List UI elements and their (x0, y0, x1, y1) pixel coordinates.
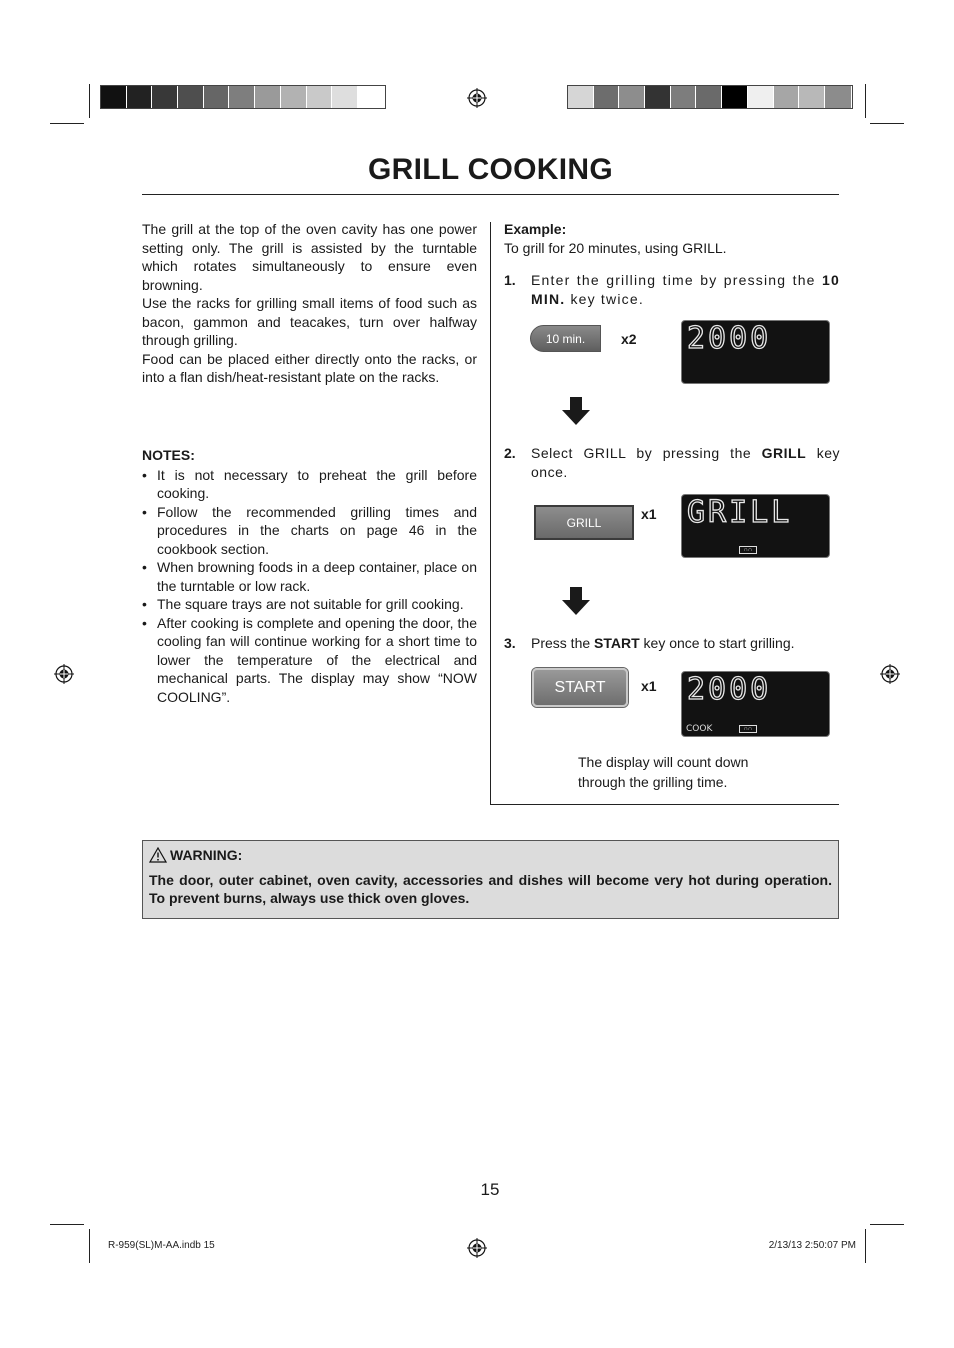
color-swatch (281, 86, 307, 108)
intro-paragraph: Use the racks for grilling small items of food such as bacon, gammon and teacakes, turn over halfway through grilling. (142, 295, 477, 348)
color-swatch (671, 86, 697, 108)
display-caption (578, 753, 748, 792)
crop-mark (865, 84, 866, 118)
color-swatch (594, 86, 620, 108)
press-count: x1 (641, 506, 657, 522)
press-count: x2 (621, 331, 637, 347)
title-divider (142, 194, 839, 195)
example-subtitle: To grill for 20 minutes, using GRILL. (504, 240, 727, 256)
step-text-post: key once. (531, 445, 840, 480)
caption-line: The display will count down (578, 754, 749, 770)
lcd-display (681, 494, 830, 558)
press-count: x1 (641, 678, 657, 694)
column-divider (490, 222, 491, 804)
color-swatch (358, 86, 384, 108)
color-swatch (229, 86, 255, 108)
crop-mark (870, 1224, 904, 1225)
intro-paragraph: The grill at the top of the oven cavity has one power setting only. The grill is assisted by the turntable which rotates simultaneously to ensure even browning. (142, 221, 477, 293)
step-text-pre: Select GRILL by pressing the (531, 445, 762, 461)
note-item: • The square trays are not suitable for grill cooking. (142, 595, 477, 614)
note-item: • After cooking is complete and opening the door, the cooling fan will continue working for a short time to lower the temperature of the electrical and mechanical parts. The display may show “NOW COOLING”. (142, 614, 477, 707)
crop-mark (865, 1229, 866, 1263)
color-swatch (332, 86, 358, 108)
color-swatch (722, 86, 748, 108)
color-swatch (568, 86, 594, 108)
step-number: 2. (504, 445, 516, 461)
intro-text (142, 220, 477, 387)
grill-key-button[interactable]: GRILL (534, 505, 634, 540)
color-swatch (255, 86, 281, 108)
step-text-pre: Press the (531, 635, 595, 651)
page-title: GRILL COOKING (367, 153, 613, 186)
step-text (531, 444, 840, 481)
slug-timestamp: 2/13/13 2:50:07 PM (768, 1240, 856, 1251)
step-text-post: key twice. (565, 290, 644, 307)
step-text-pre: Enter the grilling time by pressing the (531, 272, 823, 288)
warning-body: The door, outer cabinet, oven cavity, accessories and dishes will become very hot during operation. To prevent burns, always use thick oven gloves. (149, 871, 832, 906)
arrow-down-icon (562, 397, 590, 425)
page-number: 15 (480, 1180, 500, 1199)
color-calibration-bar-right (567, 85, 853, 109)
slug-filename: R-959(SL)M-AA.indb 15 (108, 1240, 215, 1251)
color-swatch (307, 86, 333, 108)
note-item: • Follow the recommended grilling times and procedures in the charts on page 46 in the cookbook section. (142, 503, 477, 559)
step-3 (504, 634, 840, 653)
registration-mark-icon (54, 664, 74, 684)
registration-mark-icon (467, 88, 487, 108)
start-key-button[interactable]: START (532, 668, 628, 707)
warning-heading-text: WARNING: (170, 847, 243, 863)
caption-line: through the grilling time. (578, 773, 728, 790)
lcd-display (681, 671, 830, 737)
column-bottom-rule (490, 804, 839, 805)
step-text-post: key once to start grilling. (639, 635, 795, 651)
notes-heading: NOTES: (142, 447, 195, 463)
crop-mark (50, 1224, 84, 1225)
notes-list (142, 466, 477, 707)
cook-indicator: COOK (686, 724, 713, 734)
lcd-readout: 2000 (687, 321, 772, 356)
grill-indicator-icon: ∩∩ (739, 546, 757, 554)
color-swatch (152, 86, 178, 108)
color-swatch (127, 86, 153, 108)
warning-triangle-icon (149, 847, 167, 863)
crop-mark (870, 123, 904, 124)
registration-mark-icon (467, 1238, 487, 1258)
step-text (531, 634, 840, 653)
grill-indicator-icon: ∩∩ (739, 725, 757, 733)
color-swatch (619, 86, 645, 108)
notes-section (142, 446, 477, 706)
warning-heading (149, 846, 832, 865)
color-swatch (774, 86, 800, 108)
step-text (531, 271, 840, 308)
intro-paragraph: Food can be placed either directly onto the racks, or into a flan dish/heat-resistant plate on the racks. (142, 350, 477, 385)
arrow-down-icon (562, 587, 590, 615)
step-key-name: GRILL (761, 445, 807, 461)
step-key-name: 10 MIN. (531, 272, 840, 307)
step-number: 3. (504, 635, 516, 651)
color-swatch (101, 86, 127, 108)
step-key-name: START (594, 635, 640, 651)
color-swatch (696, 86, 722, 108)
warning-box (142, 840, 839, 919)
lcd-display (681, 320, 830, 384)
lcd-readout: GRILL (687, 495, 793, 530)
lcd-readout: 2000 (687, 672, 772, 707)
step-number: 1. (504, 272, 516, 288)
color-swatch (825, 86, 851, 108)
10-min-key-button[interactable]: 10 min. (530, 325, 601, 352)
color-swatch (645, 86, 671, 108)
color-calibration-bar-left (100, 85, 386, 109)
color-swatch (748, 86, 774, 108)
crop-mark (89, 1229, 90, 1263)
color-swatch (204, 86, 230, 108)
crop-mark (89, 84, 90, 118)
note-item: • It is not necessary to preheat the grill before cooking. (142, 466, 477, 503)
color-swatch (178, 86, 204, 108)
crop-mark (50, 123, 84, 124)
registration-mark-icon (880, 664, 900, 684)
color-swatch (799, 86, 825, 108)
step-2 (504, 444, 840, 481)
note-item: • When browning foods in a deep container, place on the turntable or low rack. (142, 558, 477, 595)
example-heading: Example: (504, 221, 567, 237)
step-1 (504, 271, 840, 308)
